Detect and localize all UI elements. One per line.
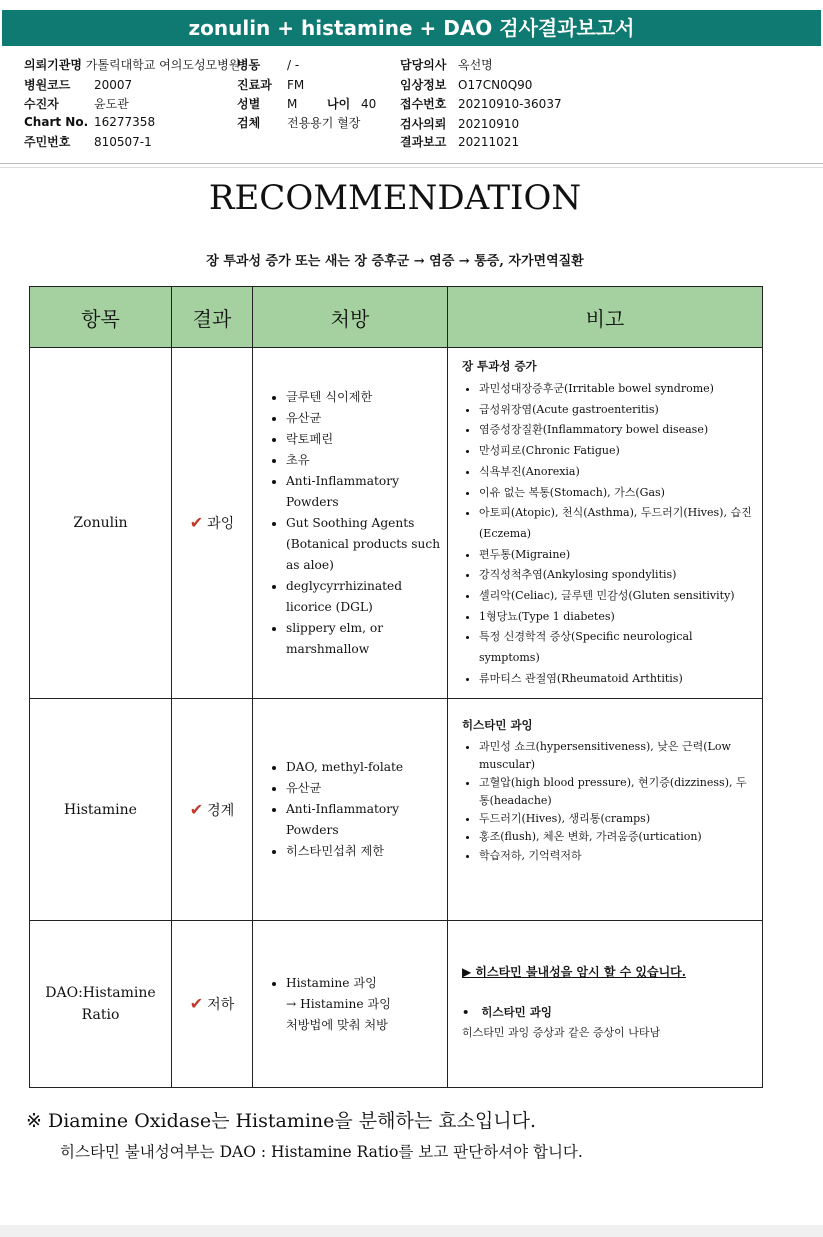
info-resident-no: 주민번호 810507-1 <box>24 135 152 149</box>
list-item: • 히스타민섭취 제한 <box>286 841 441 862</box>
note-bullet: • 히스타민 과잉 <box>462 1005 553 1019</box>
list-item: • 글루텐 식이제한 <box>286 387 441 408</box>
result-value: 과잉 <box>207 516 235 532</box>
list-item: • slippery elm, or marshmallow <box>286 618 441 660</box>
list-item: • 만성피로(Chronic Fatigue) <box>479 441 756 462</box>
result-cell <box>172 921 253 1088</box>
info-patient: 수진자 윤도관 <box>24 97 129 111</box>
header-result: 결과 <box>172 287 253 348</box>
report-title: zonulin + histamine + DAO 검사결과보고서 <box>2 10 821 46</box>
recommendation-subtitle: 장 투과성 증가 또는 새는 장 증후군 → 염증 → 통증, 자가면역질환 <box>206 254 584 269</box>
check-icon: ✔ <box>189 513 204 532</box>
list-item: • 유산균 <box>286 408 441 429</box>
prescription-cell <box>253 699 448 921</box>
list-item: • DAO, methyl-folate <box>286 757 441 778</box>
info-hospital-code: 병원코드 20007 <box>24 78 133 92</box>
check-icon: ✔ <box>189 799 204 819</box>
info-specimen: 검체 전용용기 혈장 <box>237 116 361 130</box>
list-item: • 아토피(Atopic), 천식(Asthma), 두드러기(Hives), 습진(Eczema) <box>479 503 756 544</box>
table-row <box>30 348 763 699</box>
list-item: • 두드러기(Hives), 생리통(cramps) <box>479 810 756 828</box>
result-value: 저하 <box>207 997 235 1013</box>
list-item: • 편두통(Migraine) <box>479 545 756 566</box>
info-receipt-no: 접수번호 20210910-36037 <box>400 97 562 111</box>
table-header-row <box>30 287 763 348</box>
list-item: • 학습저하, 기억력저하 <box>479 847 756 865</box>
table-row <box>30 921 763 1088</box>
list-item: • 류마티스 관절염(Rheumatoid Arthtitis) <box>479 669 756 690</box>
divider <box>0 163 823 164</box>
note-heading: ▶ 히스타민 불내성을 암시 할 수 있습니다. <box>462 965 686 979</box>
list-item: • Histamine 과잉 → Histamine 과잉 처방법에 맞춰 처방 <box>286 973 441 1036</box>
list-item: • 급성위장염(Acute gastroenteritis) <box>479 400 756 421</box>
info-age: 나이 40 <box>327 97 377 111</box>
header-prescription: 처방 <box>253 287 448 348</box>
item-name: DAO:Histamine Ratio <box>30 921 172 1088</box>
list-item: • 고혈압(high blood pressure), 현기증(dizziness), 두통(headache) <box>479 774 756 810</box>
list-item: • deglycyrrhizinated licorice (DGL) <box>286 576 441 618</box>
header-note: 비고 <box>448 287 763 348</box>
note-heading: 히스타민 과잉 <box>462 718 533 732</box>
note-cell <box>448 348 763 699</box>
list-item: • 초유 <box>286 450 441 471</box>
note-cell <box>448 699 763 921</box>
footer-subnote: 히스타민 불내성여부는 DAO : Histamine Ratio를 보고 판단하셔야 합니다. <box>60 1143 583 1161</box>
list-item: • 유산균 <box>286 778 441 799</box>
list-item: • Anti-Inflammatory Powders <box>286 471 441 513</box>
table-row <box>30 699 763 921</box>
list-item: • 락토페린 <box>286 429 441 450</box>
note-heading: 장 투과성 증가 <box>462 359 537 373</box>
list-item: • 1형당뇨(Type 1 diabetes) <box>479 607 756 628</box>
result-cell <box>172 348 253 699</box>
prescription-cell <box>253 921 448 1088</box>
info-ward: 병동 / - <box>237 58 300 72</box>
info-department: 진료과 FM <box>237 78 305 92</box>
header-item: 항목 <box>30 287 172 348</box>
result-cell <box>172 699 253 921</box>
list-item: • 특정 신경학적 증상(Specific neurological symptoms) <box>479 627 756 668</box>
list-item: • 강직성척추염(Ankylosing spondylitis) <box>479 565 756 586</box>
item-name: Zonulin <box>30 348 172 699</box>
check-icon: ✔ <box>189 994 204 1013</box>
list-item: • Gut Soothing Agents (Botanical products such as aloe) <box>286 513 441 576</box>
result-value: 경계 <box>207 802 235 819</box>
info-doctor: 담당의사 옥선명 <box>400 58 493 72</box>
recommendation-table <box>29 286 763 1088</box>
item-name: Histamine <box>30 699 172 921</box>
list-item: • 과민성대장증후군(Irritable bowel syndrome) <box>479 379 756 400</box>
info-request-date: 검사의뢰 20210910 <box>400 117 520 131</box>
list-item: • 과민성 쇼크(hypersensitiveness), 낮은 근력(Low muscular) <box>479 738 756 774</box>
list-item: • 홍조(flush), 체온 변화, 가려움증(urtication) <box>479 828 756 846</box>
note-cell <box>448 921 763 1088</box>
list-item: • 식욕부진(Anorexia) <box>479 462 756 483</box>
list-item: • 셀리악(Celiac), 글루텐 민감성(Gluten sensitivity) <box>479 586 756 607</box>
recommendation-title: RECOMMENDATION <box>208 178 582 218</box>
divider <box>0 167 823 168</box>
footer-note: ※ Diamine Oxidase는 Histamine을 분해하는 효소입니다. <box>26 1110 537 1132</box>
info-chart-no: Chart No. 16277358 <box>24 115 156 129</box>
info-sex: 성별 M <box>237 97 298 111</box>
info-report-date: 결과보고 20211021 <box>400 135 520 149</box>
list-item: • 이유 없는 복통(Stomach), 가스(Gas) <box>479 483 756 504</box>
info-clinical: 임상정보 O17CN0Q90 <box>400 78 533 92</box>
info-hospital: 의뢰기관명 가톨릭대학교 여의도성모병원 <box>24 58 241 72</box>
list-item: • 염증성장질환(Inflammatory bowel disease) <box>479 420 756 441</box>
list-item: • Anti-Inflammatory Powders <box>286 799 441 841</box>
prescription-cell <box>253 348 448 699</box>
note-text: 히스타민 과잉 증상과 같은 증상이 나타남 <box>462 1026 661 1039</box>
